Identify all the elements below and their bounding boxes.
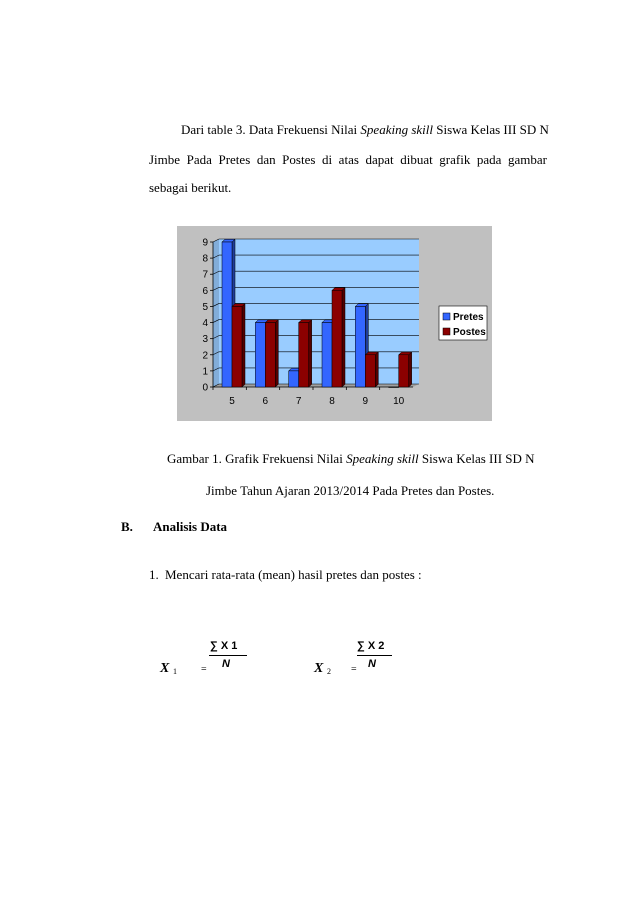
x-tick-label: 9 [362,396,369,407]
formula-variable: X [160,661,170,676]
plot-area-side-wall [213,239,219,387]
figure-caption-line-2: Jimbe Tahun Ajaran 2013/2014 Pada Pretes dan Postes. [206,483,495,498]
bar-pretes [289,371,299,387]
formula-equals: = [201,664,207,675]
x-tick-label: 5 [229,396,235,407]
x-tick-label: 8 [329,396,335,407]
formula-numerator: ∑ X 1 [210,640,238,652]
y-tick-label: 0 [202,382,208,394]
legend-label-pretes: Pretes [453,312,484,323]
bar-postes [232,306,242,387]
y-tick-label: 8 [202,253,208,265]
y-tick-label: 1 [202,366,208,378]
bar-postes [332,290,342,387]
formula-denominator: N [222,658,230,670]
bar-pretes [255,323,265,387]
formula-subscript: 1 [173,667,177,676]
bar-chart [177,226,492,421]
paragraph-text: Siswa Kelas III SD N [433,122,549,137]
fraction-bar [357,655,392,656]
bar-postes [265,323,275,387]
formula-variable: X [314,661,324,676]
section-label: B. [121,519,133,534]
x-tick-label: 7 [295,396,302,407]
y-tick-label: 9 [202,237,208,249]
paragraph-emphasis: Speaking skill [360,122,433,137]
list-item-number: 1. [149,567,159,582]
legend-label-postes: Postes [453,327,486,338]
bar-side-postes [342,288,345,387]
bar-side-postes [375,352,378,387]
bar-postes [365,355,375,387]
formula-numerator: ∑ X 2 [357,640,385,652]
y-tick-label: 6 [202,285,208,297]
bar-side-postes [409,352,412,387]
section-title: Analisis Data [153,519,228,534]
bar-side-postes [275,320,278,387]
bar-postes [299,323,309,387]
fraction-bar [209,655,247,656]
formula-equals: = [351,664,357,675]
bar-pretes [389,387,399,388]
caption-text: Gambar 1. Grafik Frekuensi Nilai [167,451,347,466]
legend-swatch-pretes [443,313,450,320]
list-item [149,567,422,583]
formula-subscript: 2 [327,667,331,676]
y-tick-label: 2 [202,350,208,362]
bar-pretes [322,323,332,387]
list-item-text: Mencari rata-rata (mean) hasil pretes dan postes : [165,567,422,582]
bar-postes [399,355,409,387]
bar-side-postes [242,304,245,387]
caption-emphasis: Speaking skill [346,451,419,466]
legend-swatch-postes [443,328,450,335]
caption-text: Siswa Kelas III SD N [418,451,535,466]
y-tick-label: 3 [202,334,208,346]
y-tick-label: 7 [202,269,208,281]
paragraph-line-1 [181,122,549,138]
x-tick-label: 6 [262,396,269,407]
paragraph-line-2: Jimbe Pada Pretes dan Postes di atas dapat dibuat grafik pada gambar [149,152,547,167]
bar-pretes [355,306,365,387]
paragraph-text: Dari table 3. Data Frekuensi Nilai [181,122,361,137]
bar-side-postes [309,320,312,387]
figure-caption-line-1 [167,451,535,467]
plot-area-back-wall [219,239,419,384]
bar-pretes [222,242,232,387]
formula-denominator: N [368,658,376,670]
section-heading [121,519,227,535]
x-tick-label: 10 [393,396,405,407]
y-tick-label: 5 [202,301,208,313]
y-tick-label: 4 [202,318,208,330]
paragraph-line-3: sebagai berikut. [149,180,232,195]
